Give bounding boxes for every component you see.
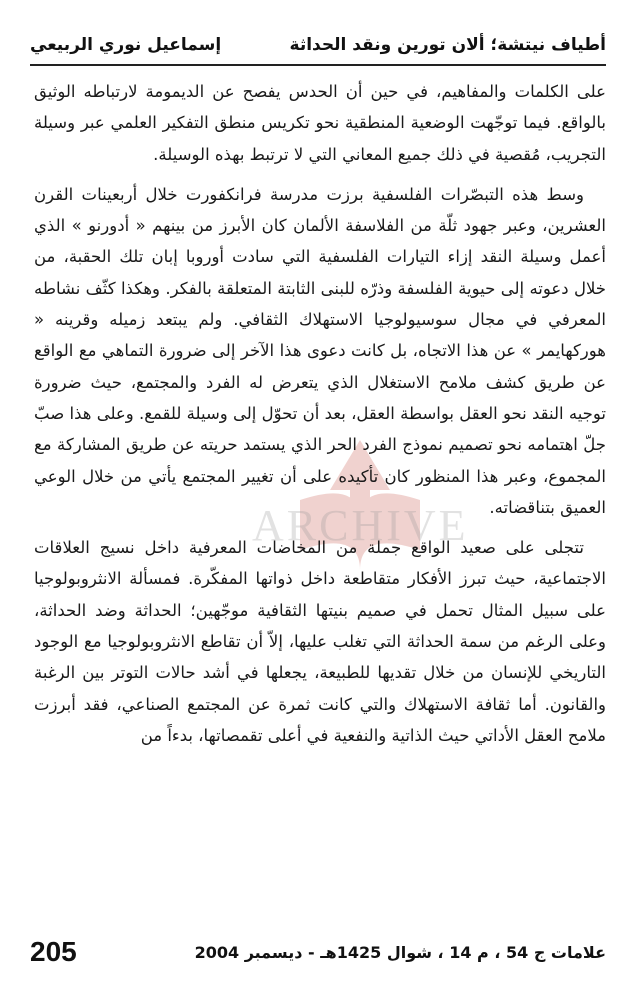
running-header-title: أطياف نيتشة؛ ألان تورين ونقد الحداثة — [289, 35, 606, 55]
article-body — [34, 76, 606, 751]
archive-watermark-text: ARCHIVE — [252, 501, 469, 550]
header-divider — [30, 64, 606, 66]
paragraph-3: تتجلى على صعيد الواقع جملة من المخاضات المعرفية داخل نسيج العلاقات الاجتماعية، حيث تبرز الأفكار متقاطعة داخل ذواتها المفكّرة. فمسألة الانثروبولوجيا على سبيل المثال تحمل في صميم بنيتها الثقافية موجّهين؛ الحداثة وضد الحداثة، وعلى الرغم من سمة الحداثة التي تغلب عليها، إلاّ أن تقاطع الانثروبولوجيا مع الوجود التاريخي للإنسان من خلال تقديها للطبيعة، يجعلها في أشد حالات التوتر بين الرغبة والقانون. أما ثقافة الاستهلاك والتي كانت ثمرة عن المجتمع الصناعي، فقد أبرزت ملامح العقل الأداتي حيث الذاتية والنفعية في أعلى تقمصاتها، بدءاً من — [34, 538, 606, 745]
page-number: 205 — [30, 936, 77, 967]
running-header-author: إسماعيل نوري الربيعي — [30, 35, 222, 55]
paragraph-2: وسط هذه التبصّرات الفلسفية برزت مدرسة فرانكفورت خلال أربعينات القرن العشرين، وعبر جهود ثلّة من الفلاسفة الألمان كان الأبرز من بينهم « أدورنو » الذي أعمل وسيلة النقد إزاء التيارات الفلسفية التي سادت أوروبا إبان تلك الحقبة، من خلال دعوته إلى حيوية الفلسفة وذرّه للبنى الثابتة المتعلقة بالفكر. وهكذا كثّف نشاطه المعرفي في مجال سوسيولوجيا الاستهلاك الثقافي. ولم يبتعد زميله وقرينه « هوركهايمر » عن هذا الاتجاه، بل كانت دعوى هذا الآخر إلى ضرورة التماهي مع الواقع عن طريق كشف ملامح الاستغلال الذي يتعرض له الفرد والمجتمع، حيث ضرورة توجيه النقد نحو العقل بواسطة العقل، بعد أن تحوّل إلى وسيلة للقمع. وعلى هذا صبّ جلّ اهتمامه نحو تصميم نموذج الفرد الحر الذي يستمد حريته عن طريق المشاركة مع المجموع، وعبر هذا المنظور كان تأكيده على أن تغيير المجتمع يأتي من خلال الوعي العميق بتناقضاته. — [34, 184, 606, 517]
page-footer — [30, 932, 606, 972]
running-header — [30, 28, 606, 62]
issue-info: علامات ج 54 ، م 14 ، شوال 1425هـ - ديسمبر 2004 — [194, 942, 606, 962]
paragraph-1: على الكلمات والمفاهيم، في حين أن الحدس يفصح عن الديمومة لارتباطه الوثيق بالواقع. فيما توجّهت الوضعية المنطقية نحو تكريس منطق التفكير العلمي عبر وسيلة التجريب، مُقصية في ذلك جميع المعاني التي لا ترتبط بهذه الوسيلة. — [34, 82, 606, 164]
